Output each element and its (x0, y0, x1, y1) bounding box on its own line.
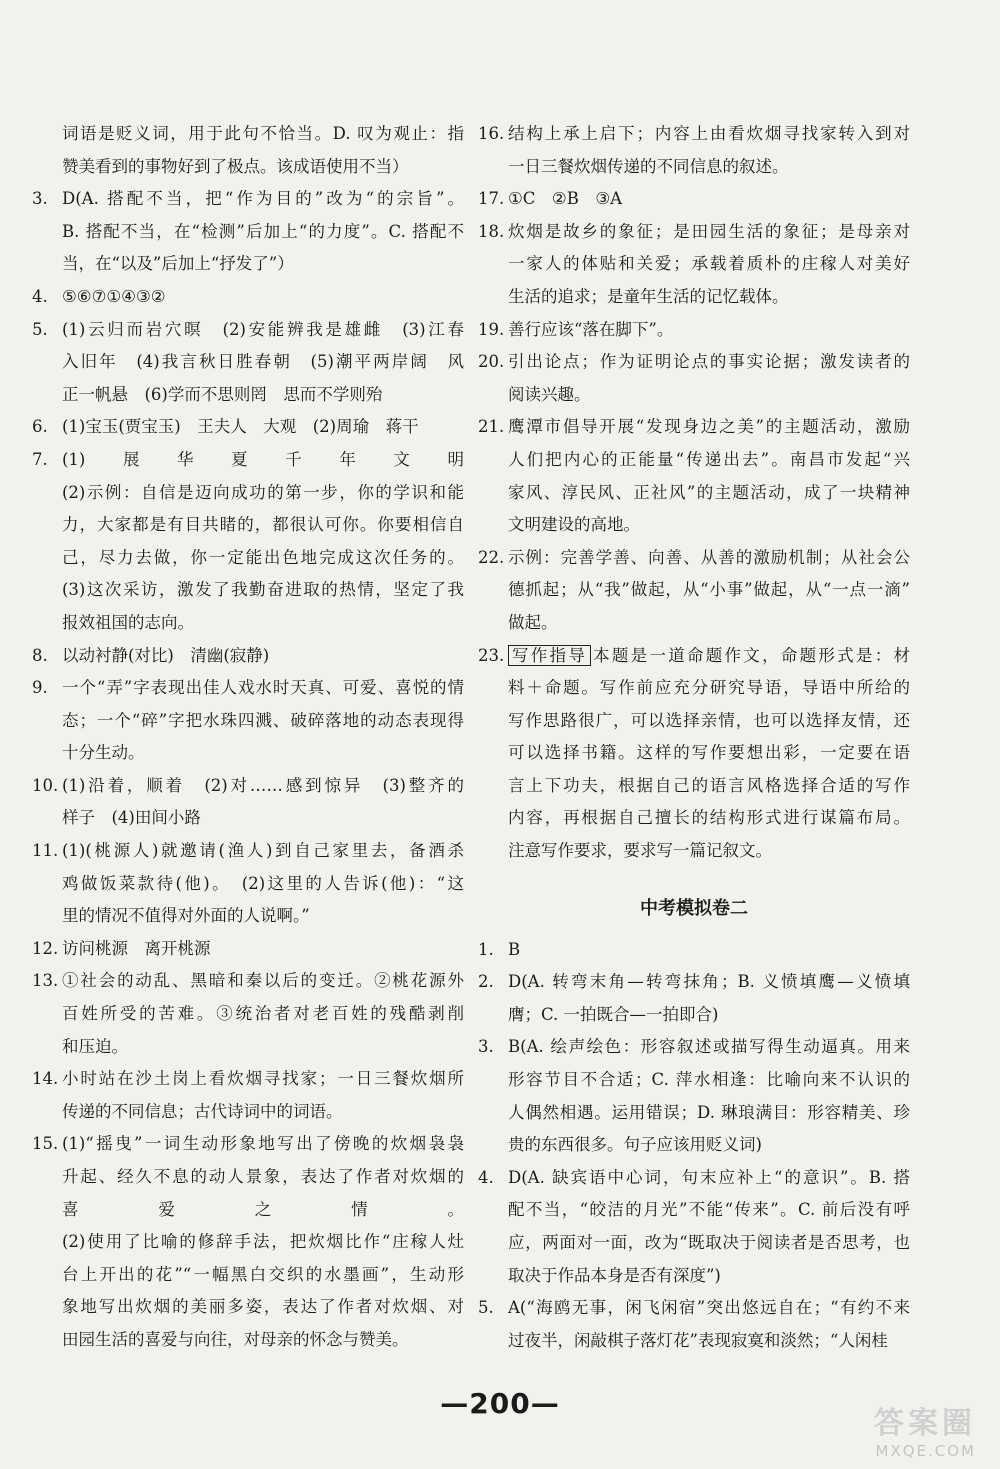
writing-guide-label: 写作指导 (508, 645, 591, 666)
answer-number: 9. (32, 678, 48, 698)
answer-line: ①C ②B ③A (508, 189, 623, 209)
answer-item (32, 770, 464, 835)
answer-item (32, 118, 464, 183)
answer-line: 象地写出炊烟的美丽多姿，表达了作者对炊烟、对 (62, 1297, 464, 1317)
answer-number: 5. (478, 1298, 494, 1318)
answer-line: 传递的不同信息；古代诗词中的词语。 (62, 1101, 343, 1121)
answer-item (32, 183, 464, 281)
answer-item (32, 411, 464, 444)
answer-line: 鸡做饭菜款待(他)。 (2)这里的人告诉(他)：“这 (62, 873, 464, 893)
answer-line: 访问桃源 离开桃源 (62, 938, 211, 958)
answer-line: (2)使用了比喻的修辞手法，把炊烟比作“庄稼人灶 (62, 1232, 464, 1252)
answer-line: 态；一个“碎”字把水珠四溅、破碎落地的动态表现得 (62, 710, 464, 730)
right-answer-list (478, 118, 910, 868)
answer-line: 配不当，“皎洁的月光”不能“传来”。C. 前后没有呼 (508, 1200, 910, 1220)
answer-item (478, 411, 910, 541)
answer-item (478, 640, 910, 868)
answer-item (478, 118, 910, 183)
answer-line: 样子 (4)田间小路 (62, 808, 201, 828)
section-answer-list (478, 934, 910, 1358)
left-column (32, 118, 464, 1357)
answer-line: 和压迫。 (62, 1036, 128, 1056)
answer-item (32, 672, 464, 770)
answer-line: 人偶然相遇。运用错误；D. 琳琅满目：形容精美、珍 (508, 1102, 910, 1122)
answer-line: 贵的东西很多。句子应该用贬义词) (508, 1135, 762, 1155)
answer-item (32, 835, 464, 933)
right-column (478, 118, 910, 1357)
answer-line: 入旧年 (4)我言秋日胜春朝 (5)潮平两岸阔 风 (62, 352, 464, 372)
answer-item (478, 314, 910, 347)
answer-item (478, 1031, 910, 1161)
answer-line: 升起、经久不息的动人景象，表达了作者对炊烟的 (62, 1167, 464, 1186)
answer-line: 引出论点；作为证明论点的事实论据；激发读者的 (508, 352, 910, 372)
answer-number: 5. (32, 319, 48, 339)
answer-line: B. 搭配不当，在“检测”后加上“的力度”。C. 搭配不 (62, 221, 464, 241)
answer-line: A(“海鸥无事，闲飞闲宿”突出悠远自在；“有约不来 (508, 1298, 910, 1318)
answer-line: 人们把内心的正能量“传递出去”。南昌市发起“兴 (508, 449, 910, 469)
answer-number: 20. (478, 352, 505, 372)
answer-line: ⑤⑥⑦①④③② (62, 286, 166, 306)
answer-line: 形容节目不合适；C. 萍水相逢：比喻向来不认识的 (508, 1070, 910, 1090)
answer-number: 4. (32, 286, 48, 306)
answer-line: 应，两面对一面，改为“既取决于阅读者是否思考，也 (508, 1233, 910, 1252)
answer-line: 词语是贬义词，用于此句不恰当。D. 叹为观止：指 (62, 124, 464, 143)
answer-item (478, 183, 910, 216)
answer-line: 德抓起；从“我”做起，从“小事”做起，从“一点一滴” (508, 580, 910, 600)
answer-line-text: 本题是一道命题作文，命题形式是：材 (593, 645, 910, 665)
answer-line: 田园生活的喜爱与向往，对母亲的怀念与赞美。 (62, 1329, 409, 1349)
answer-line: 力，大家都是有目共睹的，都很认可你。你要相信自 (62, 515, 464, 535)
answer-line: 己，尽力去做，你一定能出色地完成这次任务的。 (62, 547, 464, 567)
answer-line: 注意写作要求，要求写一篇记叙文。 (508, 841, 772, 861)
answer-number: 12. (32, 938, 59, 958)
answer-line: 喜爱之情。 (62, 1199, 464, 1219)
answer-item (32, 933, 464, 966)
answer-line: 言上下功夫，根据自己的语言风格选择合适的写作 (508, 775, 910, 795)
answer-line: (1)宝玉(贾宝玉) 王夫人 大观 (2)周瑜 蒋干 (62, 417, 419, 437)
answer-line: D(A. 搭配不当，把“作为目的”改为“的宗旨”。 (62, 189, 464, 209)
answer-line: 膺；C. 一拍既合—一拍即合) (508, 1004, 719, 1024)
answer-line: 写作思路很广，可以选择亲情，也可以选择友情，还 (508, 710, 910, 730)
answer-line: 内容，再根据自己擅长的结构形式进行谋篇布局。 (508, 808, 910, 828)
answer-line: 当，在“以及”后加上“抒发了”） (62, 254, 294, 274)
answer-item (478, 934, 910, 967)
answer-line: 赞美看到的事物好到了极点。该成语使用不当） (62, 156, 409, 176)
answer-number: 13. (32, 971, 59, 991)
answer-line: B (508, 939, 521, 959)
answer-number: 15. (32, 1134, 59, 1154)
answer-line: 过夜半，闲敲棋子落灯花”表现寂寞和淡然；“人闲桂 (508, 1330, 888, 1350)
answer-number: 22. (478, 547, 505, 567)
answer-number: 3. (32, 189, 48, 209)
answer-number: 2. (478, 972, 494, 992)
answer-line: 正一帆悬 (6)学而不思则罔 思而不学则殆 (62, 384, 383, 404)
answer-line: 以动衬静(对比) 清幽(寂静) (62, 645, 270, 665)
answer-line: (1)沿着，顺着 (2)对……感到惊异 (3)整齐的 (62, 775, 464, 795)
answer-line: 一日三餐炊烟传递的不同信息的叙述。 (508, 156, 789, 176)
answer-line: 里的情况不值得对外面的人说啊。” (62, 906, 310, 926)
answer-number: 19. (478, 319, 505, 339)
answer-line: 一个“弄”字表现出佳人戏水时天真、可爱、喜悦的情 (62, 678, 464, 698)
answer-number: 17. (478, 189, 505, 209)
answer-number: 3. (478, 1037, 494, 1057)
watermark-main-text: 答案圈 (874, 1406, 976, 1441)
answer-line (508, 640, 910, 673)
answer-number: 7. (32, 449, 48, 469)
answer-line: 料＋命题。写作前应充分研究导语，导语中所给的 (508, 678, 910, 698)
answer-number: 11. (32, 841, 59, 861)
answer-line: (1)“摇曳”一词生动形象地写出了傍晚的炊烟袅袅 (62, 1134, 464, 1154)
answer-line: 善行应该“落在脚下”。 (508, 319, 674, 339)
answer-line: 一家人的体贴和关爱；承载着质朴的庄稼人对美好 (508, 254, 910, 274)
answer-line: 取决于作品本身是否有深度”) (508, 1265, 721, 1285)
watermark-sub-text: MXQE.COM (875, 1442, 976, 1460)
answer-line: 阅读兴趣。 (508, 384, 591, 404)
answer-line: 炊烟是故乡的象征；是田园生活的象征；是母亲对 (508, 221, 910, 241)
answer-line: 鹰潭市倡导开展“发现身边之美”的主题活动，激励 (508, 417, 910, 437)
answer-line: 十分生动。 (62, 743, 145, 763)
answer-item (32, 1063, 464, 1128)
answer-line: 示例：完善学善、向善、从善的激励机制；从社会公 (508, 547, 910, 567)
answer-item (32, 640, 464, 673)
answer-line: D(A. 转弯末角—转弯抹角；B. 义愤填鹰—义愤填 (508, 972, 910, 992)
answer-number: 23. (478, 645, 505, 665)
answer-line: 结构上承上启下；内容上由看炊烟寻找家转入到对 (508, 124, 910, 143)
answer-number: 4. (478, 1167, 494, 1187)
answer-item (32, 281, 464, 314)
answer-item (478, 216, 910, 314)
answer-line: 家风、淳民风、正社风”的主题活动，成了一块精神 (508, 482, 910, 502)
answer-line: 小时站在沙土岗上看炊烟寻找家；一日三餐炊烟所 (62, 1069, 464, 1089)
answer-number: 1. (478, 939, 494, 959)
answer-line: 百姓所受的苦难。③统治者对老百姓的残酷剥削 (62, 1004, 464, 1024)
answer-item (32, 1128, 464, 1356)
watermark-logo (822, 1407, 976, 1461)
answer-line: (1)云归而岩穴暝 (2)安能辨我是雄雌 (3)江春 (62, 319, 464, 339)
section-title: 中考模拟卷二 (640, 897, 748, 919)
answer-line: ①社会的动乱、黑暗和秦以后的变迁。②桃花源外 (62, 971, 464, 991)
answer-item (478, 1292, 910, 1357)
answer-line: 生活的追求；是童年生活的记忆载体。 (508, 286, 789, 306)
answer-item (478, 1162, 910, 1292)
answer-item (478, 966, 910, 1031)
answer-item (478, 346, 910, 411)
answer-number: 8. (32, 645, 48, 665)
answer-line: (3)这次采访，激发了我勤奋进取的热情，坚定了我 (62, 580, 464, 600)
answer-line: 可以选择书籍。这样的写作要想出彩，一定要在语 (508, 743, 910, 763)
answer-number: 6. (32, 417, 48, 437)
answer-line: (2)示例：自信是迈向成功的第一步，你的学识和能 (62, 482, 464, 502)
answer-number: 18. (478, 221, 505, 241)
answer-line: 文明建设的高地。 (508, 515, 640, 535)
answer-item (478, 542, 910, 640)
answer-line: 报效祖国的志向。 (62, 612, 194, 632)
answer-line: (1)(桃源人)就邀请(渔人)到自己家里去，备酒杀 (62, 841, 464, 861)
answer-item (32, 965, 464, 1063)
answer-line: 台上开出的花”“一幅黑白交织的水墨画”，生动形 (62, 1264, 464, 1284)
answer-number: 16. (478, 124, 505, 143)
answer-line: 做起。 (508, 612, 558, 632)
answer-number: 21. (478, 417, 505, 437)
answer-number: 14. (32, 1069, 59, 1089)
answer-number: 10. (32, 775, 59, 795)
page-number: —200— (440, 1387, 560, 1420)
answer-line: (1)展华夏千年文明 (62, 449, 464, 469)
answer-item (32, 444, 464, 640)
answer-item (32, 314, 464, 412)
answer-line: B(A. 绘声绘色：形容叙述或描写得生动逼真。用来 (508, 1037, 910, 1057)
answer-line: D(A. 缺宾语中心词，句末应补上“的意识”。B. 搭 (508, 1167, 910, 1187)
